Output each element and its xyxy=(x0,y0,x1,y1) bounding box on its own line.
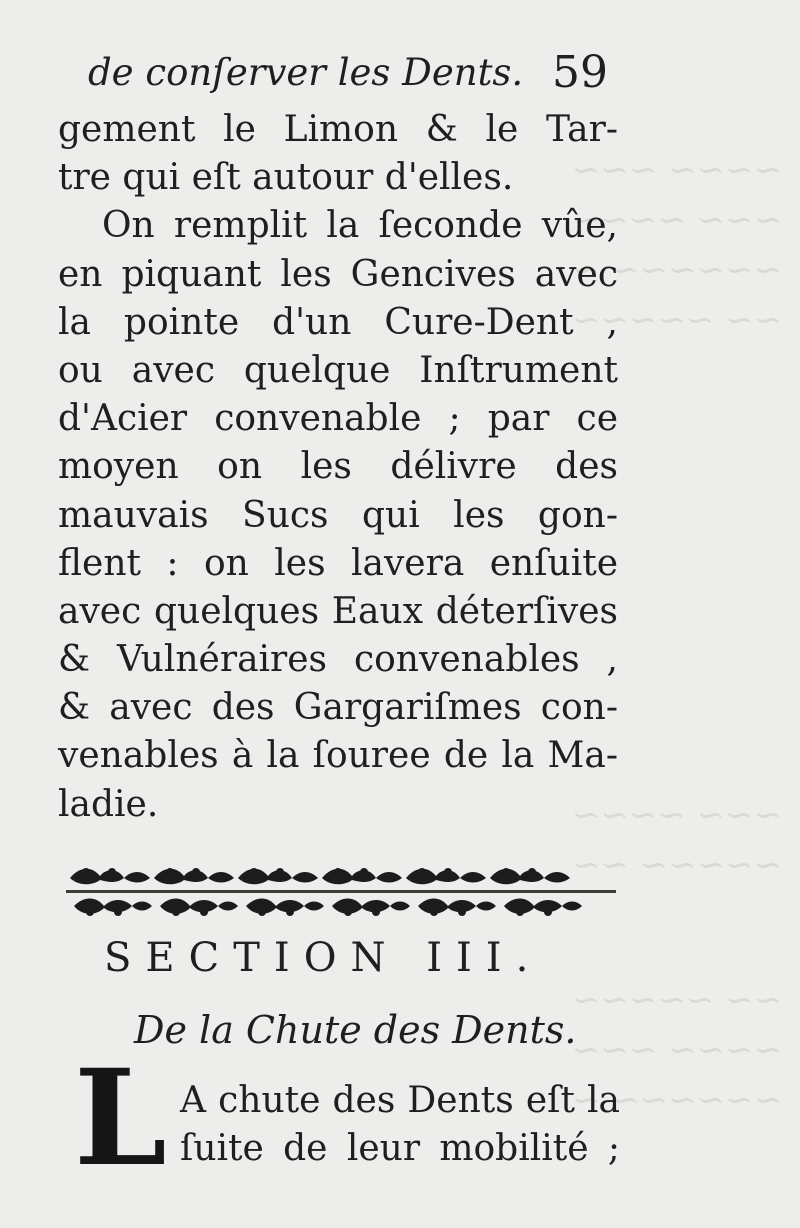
show-through-text: ~~~ ~~~~ ~~~~~ ~~ xyxy=(571,795,782,885)
text-line: avec quelques Eaux déterſives xyxy=(58,590,618,632)
section-subtitle: De la Chute des Dents. xyxy=(134,1008,577,1052)
text-line: mauvais Sucs qui les gon- xyxy=(58,494,618,536)
text-line: ou avec quelque Inſtrument xyxy=(58,349,618,391)
page-number: 59 xyxy=(552,47,608,98)
section-heading: SECTION III. xyxy=(104,935,543,981)
text-line: en piquant les Gencives avec xyxy=(58,253,618,295)
text-line: & avec des Gargariſmes con- xyxy=(58,687,618,729)
show-through-text: ~~~~ ~~~ ~~~ ~~~~ ~~~~~~ ~ ~~ ~~~~~ xyxy=(571,150,782,340)
text-line: A chute des Dents eſt la xyxy=(180,1080,620,1121)
show-through-text: ~~ ~~~~~ ~~~~ ~~~ ~~~~~~ ~ xyxy=(571,980,782,1120)
opening-text xyxy=(180,1075,620,1175)
drop-cap: L xyxy=(74,1041,167,1196)
text-line: & Vulnéraires convenables , xyxy=(58,639,618,681)
text-line: ladie. xyxy=(58,783,159,825)
text-line: la pointe d'un Cure-Dent , xyxy=(58,301,618,343)
fleuron-ornament xyxy=(66,860,616,924)
running-head xyxy=(88,42,608,104)
running-head-title: de conſerver les Dents. xyxy=(88,51,524,94)
text-line: d'Acier convenable ; par ce xyxy=(58,398,618,440)
text-line: moyen on les délivre des xyxy=(58,446,618,488)
body-text xyxy=(58,106,618,829)
text-line: flent : on les lavera enſuite xyxy=(58,542,618,584)
text-line: gement le Limon & le Tar- xyxy=(58,109,618,150)
text-line: ſuite de leur mobilité ; xyxy=(180,1128,620,1170)
text-line: tre qui eſt autour d'elles. xyxy=(58,157,514,199)
text-line: venables à la ſouree de la Ma- xyxy=(58,735,618,777)
text-line: On remplit la ſeconde vûe, xyxy=(102,205,618,247)
